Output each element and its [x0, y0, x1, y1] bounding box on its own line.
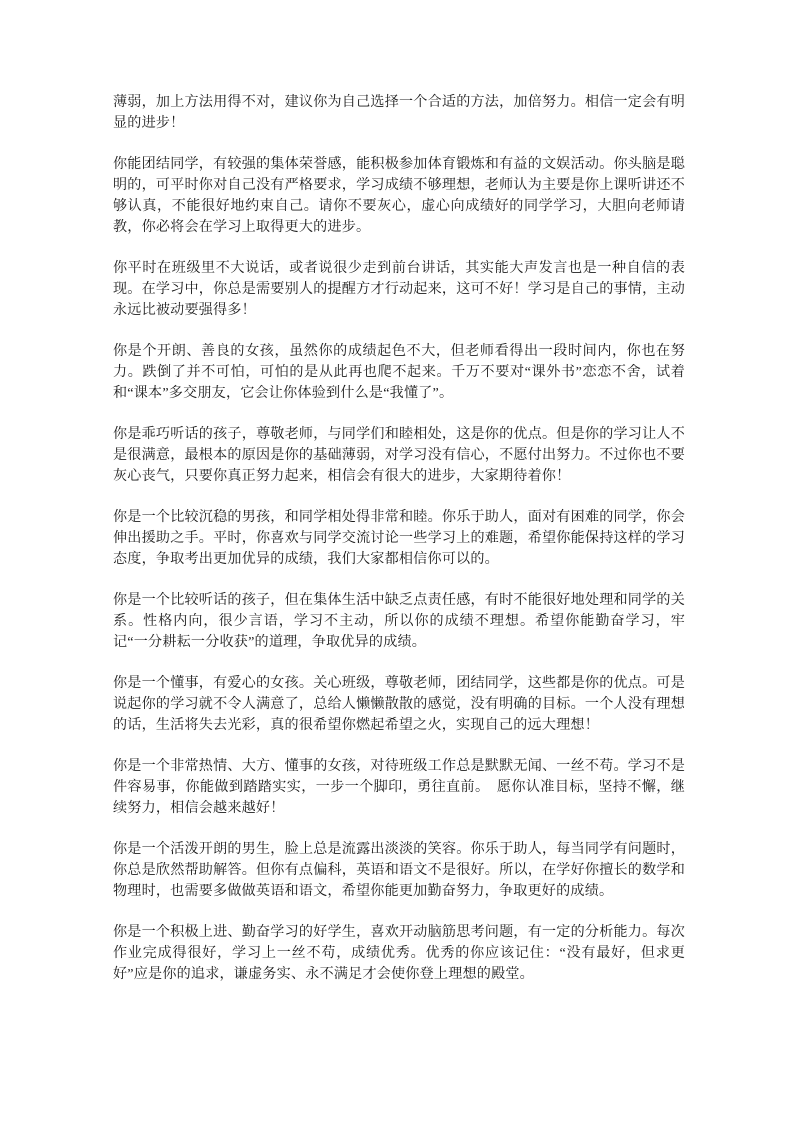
paragraph: 你是一个积极上进、勤奋学习的好学生，喜欢开动脑筋思考问题，有一定的分析能力。每次作业完成得很好，学习上一丝不苟，成绩优秀。优秀的你应该记住：“没有最好，但求更好”应是你的追求，谦虚务实、永不满足才会使你登上理想的殿堂。	[113, 924, 685, 982]
paragraph: 你是乖巧听话的孩子，尊敬老师，与同学们和睦相处，这是你的优点。但是你的学习让人不是很满意，最根本的原因是你的基础薄弱，对学习没有信心，不愿付出努力。不过你也不要灰心丧气，只要你真正努力起来，相信会有很大的进步，大家期待着你！	[113, 426, 685, 484]
paragraph: 你是一个懂事，有爱心的女孩。关心班级，尊敬老师，团结同学，这些都是你的优点。可是说起你的学习就不令人满意了，总给人懒懒散散的感觉，没有明确的目标。一个人没有理想的话，生活将失去光彩，真的很希望你燃起希望之火，实现自己的远大理想！	[113, 675, 685, 733]
paragraph: 你是一个非常热情、大方、懂事的女孩，对待班级工作总是默默无闻、一丝不苟。学习不是件容易事，你能做到踏踏实实，一步一个脚印，勇往直前。 愿你认准目标，坚持不懈，继续努力，相信会越来越好！	[113, 758, 685, 816]
paragraph: 你是一个比较听话的孩子，但在集体生活中缺乏点责任感，有时不能很好地处理和同学的关系。性格内向，很少言语，学习不主动，所以你的成绩不理想。希望你能勤奋学习，牢记“一分耕耘一分收获”的道理，争取优异的成绩。	[113, 592, 685, 650]
paragraph: 你平时在班级里不大说话，或者说很少走到前台讲话，其实能大声发言也是一种自信的表现。在学习中，你总是需要别人的提醒方才行动起来，这可不好！学习是自己的事情，主动永远比被动要强得多！	[113, 260, 685, 318]
paragraph: 你能团结同学，有较强的集体荣誉感，能积极参加体育锻炼和有益的文娱活动。你头脑是聪明的，可平时你对自己没有严格要求，学习成绩不够理想，老师认为主要是你上课听讲还不够认真，不能很好地约束自己。请你不要灰心，虚心向成绩好的同学学习，大胆向老师请教，你必将会在学习上取得更大的进步。	[113, 156, 685, 235]
paragraph: 你是个开朗、善良的女孩，虽然你的成绩起色不大，但老师看得出一段时间内，你也在努力。跌倒了并不可怕，可怕的是从此再也爬不起来。千万不要对“课外书”恋恋不舍，试着和“课本”多交朋友，它会让你体验到什么是“我懂了”。	[113, 343, 685, 401]
paragraph: 你是一个活泼开朗的男生，脸上总是流露出淡淡的笑容。你乐于助人，每当同学有问题时，你总是欣然帮助解答。但你有点偏科，英语和语文不是很好。所以，在学好你擅长的数学和物理时，也需要多做做英语和语文，希望你能更加勤奋努力，争取更好的成绩。	[113, 841, 685, 899]
paragraph: 薄弱，加上方法用得不对，建议你为自己选择一个合适的方法，加倍努力。相信一定会有明显的进步！	[113, 94, 685, 131]
paragraph: 你是一个比较沉稳的男孩，和同学相处得非常和睦。你乐于助人，面对有困难的同学，你会伸出援助之手。平时，你喜欢与同学交流讨论一些学习上的难题，希望你能保持这样的学习态度，争取考出更加优异的成绩，我们大家都相信你可以的。	[113, 509, 685, 567]
